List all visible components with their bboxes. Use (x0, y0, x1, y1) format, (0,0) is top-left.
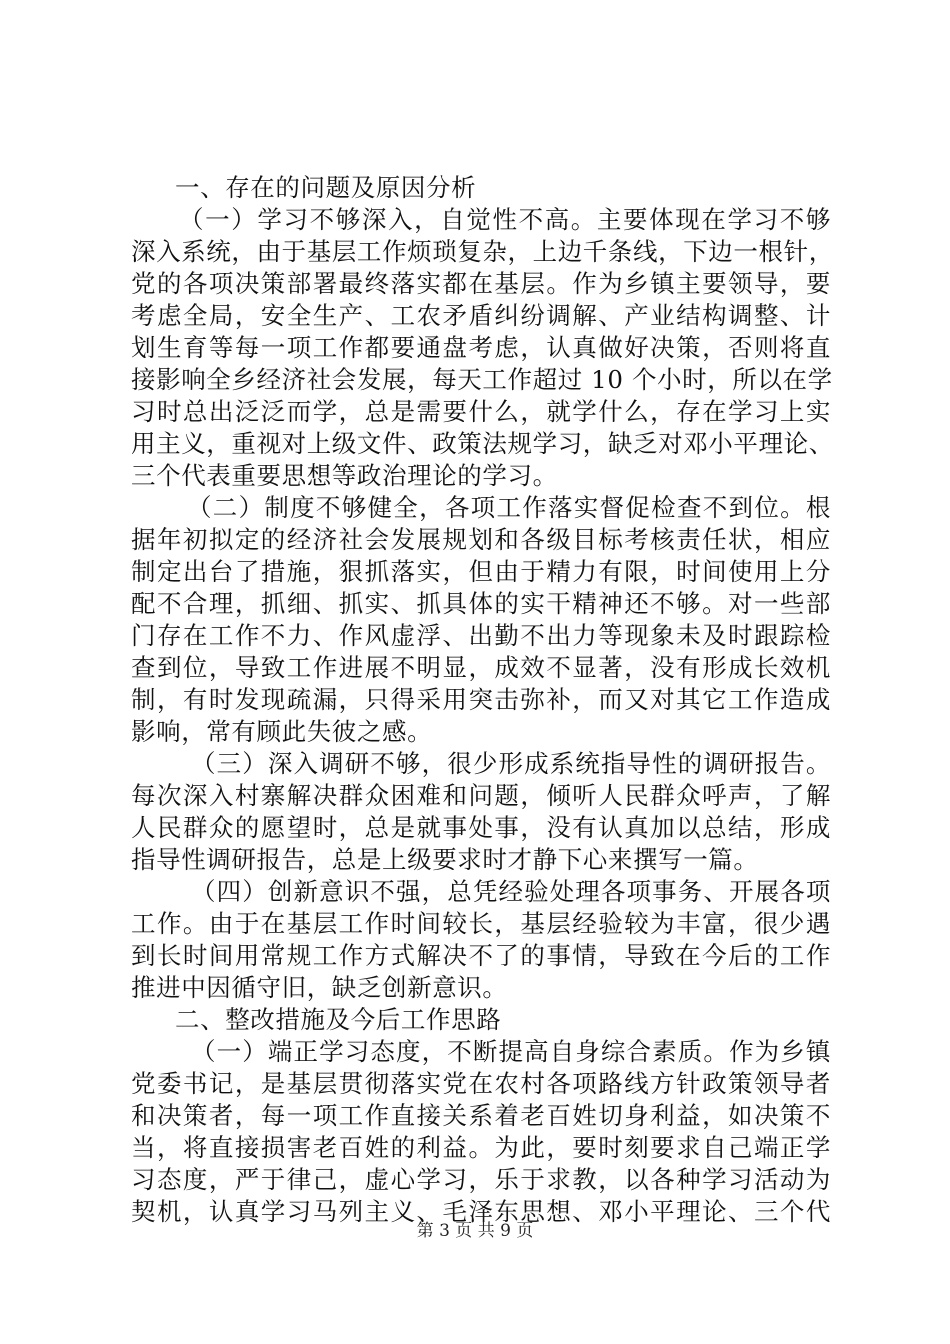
text-line: 配不合理，抓细、抓实、抓具体的实干精神还不够。对一些部 (131, 589, 831, 618)
text-line: 深入系统，由于基层工作烦琐复杂，上边千条线，下边一根针， (131, 237, 834, 266)
text-line: 当，将直接损害老百姓的利益。为此，要时刻要求自己端正学 (131, 1133, 831, 1162)
text-line: 三个代表重要思想等政治理论的学习。 (131, 461, 558, 490)
text-line: 习态度，严于律己，虚心学习，乐于求教，以各种学习活动为 (131, 1165, 831, 1194)
text-line: （三）深入调研不够，很少形成系统指导性的调研报告。 (191, 749, 831, 778)
text-line: 习时总出泛泛而学，总是需要什么，就学什么，存在学习上实 (131, 397, 831, 426)
text-line: 据年初拟定的经济社会发展规划和各级目标考核责任状，相应 (131, 525, 831, 554)
text-line: 考虑全局，安全生产、工农矛盾纠纷调解、产业结构调整、计 (131, 301, 831, 330)
text-line: （二）制度不够健全，各项工作落实督促检查不到位。根 (187, 493, 831, 522)
text-line: 党的各项决策部署最终落实都在基层。作为乡镇主要领导，要 (131, 269, 831, 298)
text-line: 制定出台了措施，狠抓落实，但由于精力有限，时间使用上分 (131, 557, 831, 586)
text-line: （一）端正学习态度，不断提高自身综合素质。作为乡镇 (191, 1037, 831, 1066)
text-line: 制，有时发现疏漏，只得采用突击弥补，而又对其它工作造成 (131, 685, 831, 714)
text-line: （一）学习不够深入，自觉性不高。主要体现在学习不够 (179, 205, 831, 234)
text-line: 一、存在的问题及原因分析 (175, 173, 477, 202)
document-body (131, 172, 834, 1228)
text-line: （四）创新意识不强，总凭经验处理各项事务、开展各项 (191, 877, 831, 906)
text-line: 二、整改措施及今后工作思路 (175, 1005, 502, 1034)
text-line: 和决策者，每一项工作直接关系着老百姓切身利益，如决策不 (131, 1101, 831, 1130)
text-line: 查到位，导致工作进展不明显，成效不显著，没有形成长效机 (131, 653, 831, 682)
text-line: 人民群众的愿望时，总是就事处事，没有认真加以总结，形成 (131, 813, 831, 842)
text-line: 推进中因循守旧，缺乏创新意识。 (131, 973, 508, 1002)
text-line: 用主义，重视对上级文件、政策法规学习，缺乏对邓小平理论、 (131, 429, 834, 458)
text-line: 指导性调研报告，总是上级要求时才静下心来撰写一篇。 (131, 845, 759, 874)
text-line: 接影响全乡经济社会发展，每天工作超过 10 个小时，所以在学 (131, 365, 833, 394)
text-line: 门存在工作不力、作风虚浮、出勤不出力等现象未及时跟踪检 (131, 621, 831, 650)
text-line: 到长时间用常规工作方式解决不了的事情，导致在今后的工作 (131, 941, 831, 970)
text-line: 影响，常有顾此失彼之感。 (131, 717, 433, 746)
page-footer: 第 3 页 共 9 页 (416, 1221, 534, 1241)
text-line: 党委书记，是基层贯彻落实党在农村各项路线方针政策领导者 (131, 1069, 831, 1098)
text-line: 契机，认真学习马列主义、毛泽东思想、邓小平理论、三个代 (131, 1197, 831, 1226)
text-line: 工作。由于在基层工作时间较长，基层经验较为丰富，很少遇 (131, 909, 831, 938)
text-line: 每次深入村寨解决群众困难和问题，倾听人民群众呼声，了解 (131, 781, 831, 810)
text-line: 划生育等每一项工作都要通盘考虑，认真做好决策，否则将直 (131, 333, 831, 362)
